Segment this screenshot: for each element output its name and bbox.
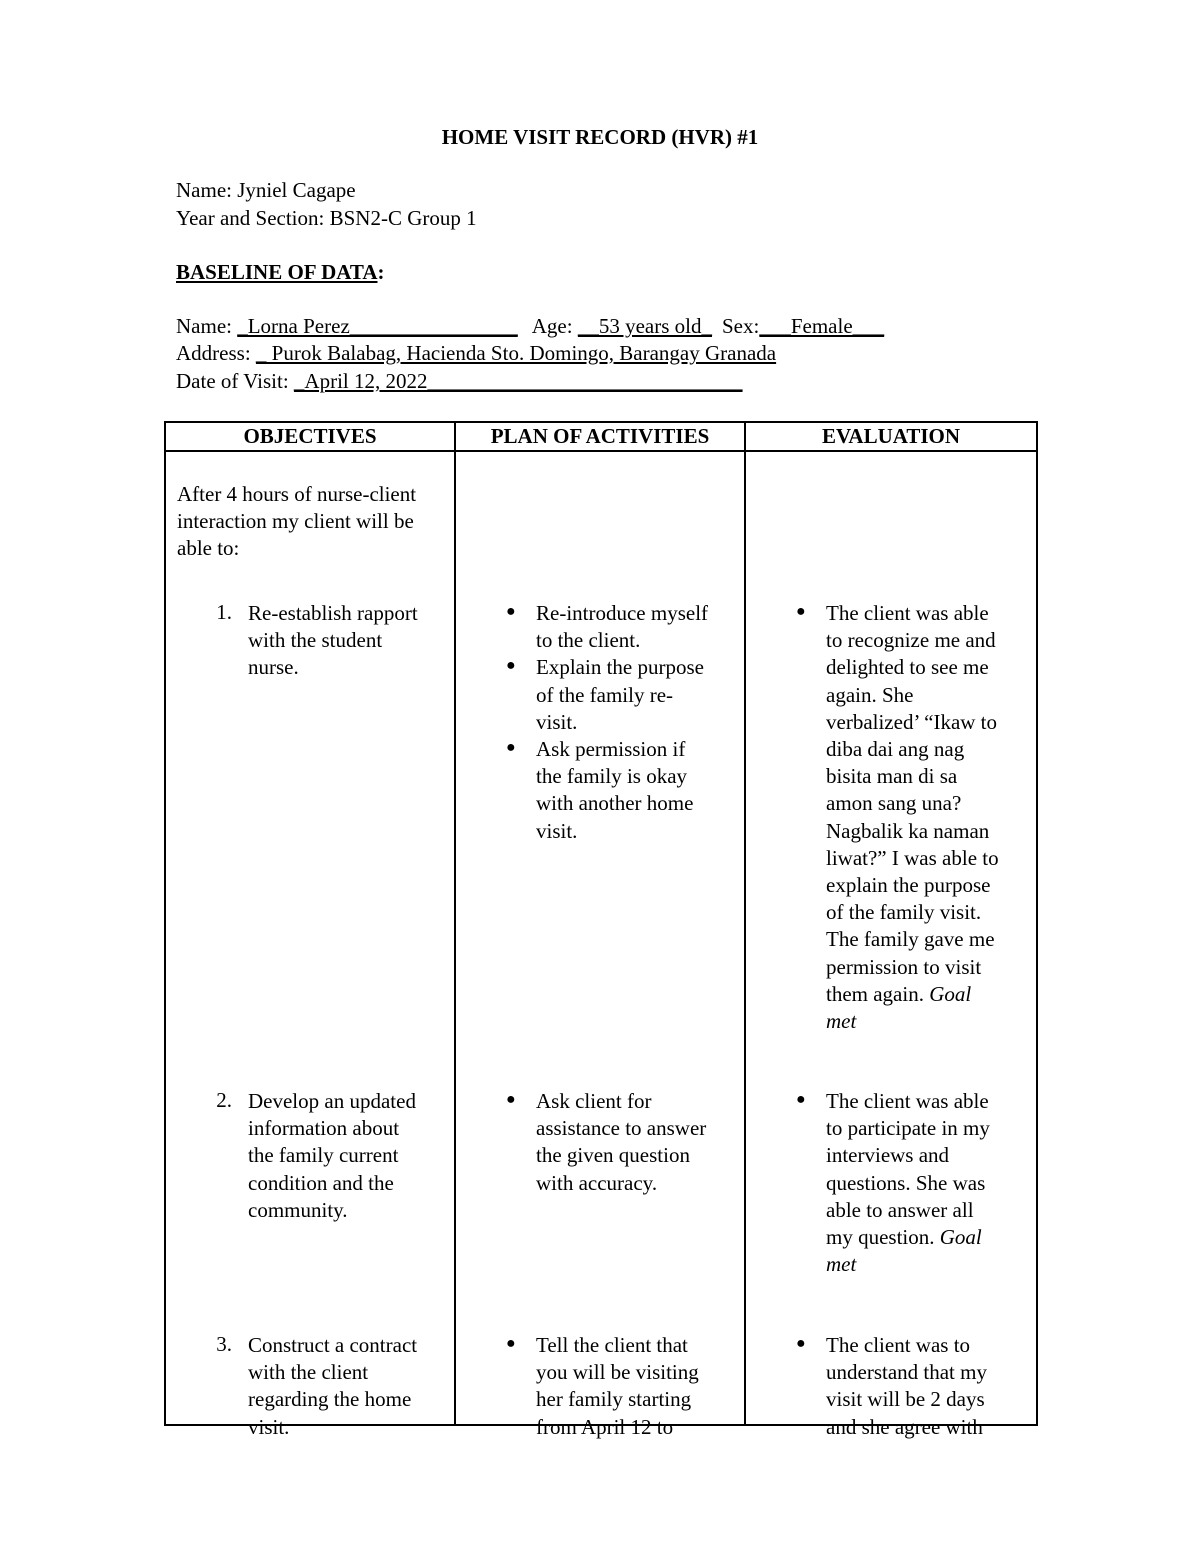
plan-line: the given question: [536, 1143, 690, 1168]
objectives-intro: After 4 hours of nurse-client interaction my client will be able to:: [177, 482, 417, 561]
evaluation-line: liwat?” I was able to: [826, 845, 999, 870]
bullet-icon: ●: [506, 657, 516, 675]
plan-line: you will be visiting: [536, 1360, 699, 1385]
evaluation-line: of the family visit.: [826, 900, 982, 925]
plan-line: to the client.: [536, 628, 641, 653]
evaluation-line: visit will be 2 days: [826, 1387, 985, 1412]
client-address: _ Purok Balabag, Hacienda Sto. Domingo, Barangay Granada: [255, 341, 777, 365]
plan-item: [536, 736, 741, 845]
evaluation-line: diba dai ang nag: [826, 737, 965, 762]
evaluation-line: understand that my: [826, 1360, 987, 1385]
year-section: Year and Section: BSN2-C Group 1: [176, 206, 477, 230]
evaluation-line: them again. Goal: [826, 981, 972, 1006]
plan-line: visit.: [536, 709, 578, 734]
bullet-icon: ●: [506, 739, 516, 756]
evaluation-line: verbalized’ “Ikaw to: [826, 709, 998, 734]
bullet-icon: ●: [506, 1335, 516, 1352]
objective-text: [248, 1088, 453, 1224]
plan-line: Re-introduce myself: [536, 601, 709, 625]
objective-line: Develop an updated: [248, 1089, 416, 1113]
evaluation-line: to participate in my: [826, 1116, 990, 1141]
plan-item: [536, 1332, 741, 1441]
goal-status: met: [826, 1252, 857, 1277]
evaluation-line: The client was able: [826, 601, 989, 625]
evaluation-line: again. She: [826, 682, 914, 707]
evaluation-text: [826, 600, 1031, 1035]
evaluation-line: questions. She was: [826, 1170, 986, 1195]
visit-date: _April 12, 2022______________________________: [293, 369, 743, 393]
address-line: Address: _ Purok Balabag, Hacienda Sto. Domingo, Barangay Granada: [176, 341, 777, 365]
client-name: _Lorna Perez________________: [237, 314, 518, 338]
plan-line: assistance to answer: [536, 1116, 707, 1141]
header-plan: PLAN OF ACTIVITIES: [455, 422, 745, 451]
plan-line: Tell the client that: [536, 1333, 688, 1357]
client-info-line: Name: _Lorna Perez________________ Age: __53 years old_ Sex:___Female___: [176, 314, 885, 338]
objective-line: visit.: [248, 1414, 290, 1439]
plan-line: her family starting: [536, 1387, 692, 1412]
page-title: HOME VISIT RECORD (HVR) #1: [441, 125, 759, 149]
evaluation-line: permission to visit: [826, 954, 982, 979]
bullet-icon: ●: [506, 603, 516, 620]
objective-line: Re-establish rapport: [248, 601, 418, 625]
header-objectives: OBJECTIVES: [165, 422, 455, 451]
bullet-icon: ●: [796, 1091, 806, 1108]
objective-line: the family current: [248, 1143, 399, 1168]
client-age: __53 years old_: [577, 314, 712, 338]
plan-line: visit.: [536, 818, 578, 843]
plan-line: of the family re-: [536, 682, 674, 707]
evaluation-line: explain the purpose: [826, 873, 991, 898]
table-body-row: [165, 451, 1037, 1425]
evaluation-line: The client was able: [826, 1089, 989, 1113]
plan-column: [455, 451, 745, 1439]
objective-line: community.: [248, 1197, 348, 1222]
plan-item: [536, 1088, 741, 1197]
evaluation-line: Nagbalik ka naman: [826, 818, 990, 843]
evaluation-line: and she agree with: [826, 1414, 983, 1439]
evaluation-line: bisita man di sa: [826, 764, 958, 789]
evaluation-line: interviews and: [826, 1143, 950, 1168]
plan-line: the family is okay: [536, 764, 688, 789]
goal-status: Goal: [929, 981, 972, 1006]
baseline-heading: BASELINE OF DATA:: [176, 260, 385, 284]
evaluation-line: amon sang una?: [826, 791, 962, 816]
bullet-icon: ●: [796, 603, 806, 620]
header-evaluation: EVALUATION: [745, 422, 1037, 451]
plan-line: with another home: [536, 791, 694, 816]
plan-line: Explain the purpose: [536, 655, 704, 680]
evaluation-text: [826, 1088, 1031, 1278]
goal-status: met: [826, 1009, 857, 1034]
objective-text: [248, 1332, 453, 1441]
plan-item: [536, 654, 741, 736]
bullet-icon: ●: [796, 1335, 806, 1352]
objective-number: 2.: [216, 1088, 232, 1112]
objective-line: with the student: [248, 628, 383, 653]
objectives-column: [165, 451, 455, 1439]
objective-line: condition and the: [248, 1170, 394, 1195]
objective-line: information about: [248, 1116, 400, 1141]
visit-date-line: Date of Visit: _April 12, 2022______________________________: [176, 369, 743, 393]
plan-line: from April 12 to: [536, 1414, 674, 1439]
objective-line: regarding the home: [248, 1387, 412, 1412]
objective-line: Construct a contract: [248, 1333, 418, 1357]
objective-line: with the client: [248, 1360, 369, 1385]
plan-line: with accuracy.: [536, 1170, 658, 1195]
goal-status: Goal: [939, 1225, 982, 1250]
evaluation-line: to recognize me and: [826, 628, 996, 653]
evaluation-text: [826, 1332, 1031, 1441]
objective-line: nurse.: [248, 655, 299, 680]
client-sex: ___Female___: [759, 314, 885, 338]
evaluation-line: delighted to see me: [826, 655, 989, 680]
table-header-row: [165, 422, 1037, 451]
bullet-icon: ●: [506, 1091, 516, 1108]
evaluation-line: The family gave me: [826, 927, 995, 952]
evaluation-line: The client was to: [826, 1333, 971, 1357]
objective-text: [248, 600, 453, 682]
hvr-table: [164, 421, 1038, 1439]
evaluation-column: [745, 451, 1037, 1439]
objective-number: 3.: [216, 1332, 232, 1356]
plan-line: Ask client for: [536, 1089, 652, 1113]
plan-line: Ask permission if: [536, 737, 686, 761]
plan-item: [536, 600, 741, 654]
student-name: Name: Jyniel Cagape: [176, 178, 356, 202]
objective-number: 1.: [216, 600, 232, 624]
evaluation-line: my question. Goal: [826, 1225, 982, 1250]
evaluation-line: able to answer all: [826, 1197, 974, 1222]
